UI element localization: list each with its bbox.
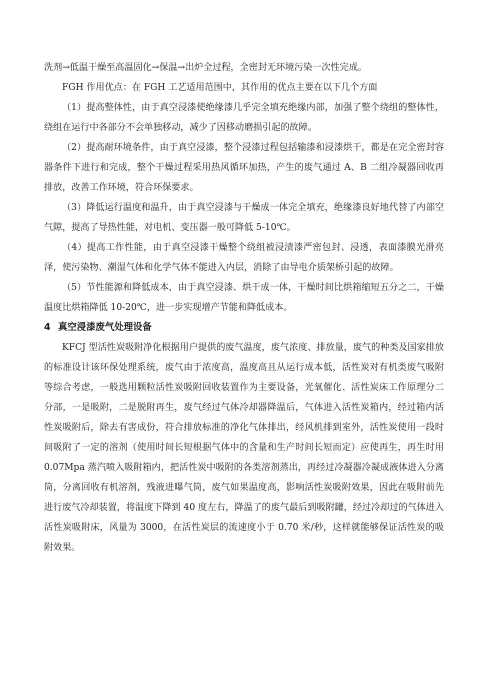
document-body — [44, 58, 444, 558]
paragraph-kfcj-description: KFCJ 型活性炭吸附净化根据用户提供的废气温度，废气浓度、排放量，废气的种类及国家排放的标准设计该环保处理系统，废气由于浓度高，温度高且从运行成本低，活性炭对有机类废气吸附等综合考虑，一般选用颗粒活性炭吸附回收装置作为主要设备，光氧催化、活性炭床工作原理分二分部，一是吸附，二是脱附再生，废气经过气体冷却器降温后，气体进入活性炭箱内，经过箱内活性炭吸附后，除去有害成份，符合排放标准的净化气体排出，经风机排到室外，活性炭使用一段时间吸附了一定的溶剂（使用时间长短根据气体中的含量和生产时间长短而定）应使再生，再生时用 0.07Mpa 蒸汽喷入吸附箱内，把活性炭中吸附的各类溶剂蒸出，再经过冷凝器冷凝成液体进入分离筒，分离回收有机溶剂，残液进曝气筒，废气如果温度高，影响活性炭吸附效果，因此在吸附前先进行废气冷却装置，将温度下降到 40 度左右，降温了的废气最后到吸附罐，经过冷却过的气体进入活性炭吸附床，风量为 3000，在活性炭层的流速度小于 0.70 米/秒，这样就能够保证活性炭的吸附效果。 — [44, 343, 444, 553]
paragraph-process-flow: 洗剂→低温干燥至高温固化→保温→出炉全过程，全密封无环境污染一次性完成。 — [44, 63, 367, 73]
section-heading-number: 4 — [44, 322, 51, 333]
section-heading — [44, 318, 444, 338]
paragraph-advantage-4: （4）提高工作性能，由于真空浸漆干燥整个绕组被浸渍漆严密包封、浸透，表面漆膜光滑亮泽，使污染物、潮湿气体和化学气体不能进入内层，消除了由导电介质架桥引起的故障。 — [44, 243, 444, 273]
paragraph-fgh-advantages-intro: FGH 作用优点：在 FGH 工艺适用范围中，其作用的优点主要在以下几个方面 — [62, 83, 378, 93]
paragraph-advantage-3: （3）降低运行温度和温升，由于真空浸漆与干燥成一体完全填充，绝缘漆良好地代替了内部空气隙，提高了导热性能，对电机、变压器一般可降低 5-10℃。 — [44, 203, 444, 233]
paragraph-advantage-1: （1）提高整体性，由于真空浸漆使绝缘漆几乎完全填充绝缘内部，加强了整个绕组的整体性，绕组在运行中各部分不会单独移动，减少了因移动磨损引起的故障。 — [44, 103, 444, 133]
section-heading-title: 真空浸漆废气处理设备 — [58, 322, 152, 333]
paragraph-advantage-5: （5）节性能源和降低成本，由于真空浸漆、烘干成一体，干燥时间比烘箱缩短五分之二，干燥温度比烘箱降低 10-20℃，进一步实现增产节能和降低成本。 — [44, 283, 444, 313]
paragraph-advantage-2: （2）提高耐环境条件，由于真空浸漆，整个浸漆过程包括输漆和浸漆烘干，都是在完全密封容器条件下进行和完成，整个干燥过程采用热风循环加热，产生的废气通过 A、B 二组冷凝器回收再排放，改善工作环境，符合环保要求。 — [44, 143, 444, 193]
